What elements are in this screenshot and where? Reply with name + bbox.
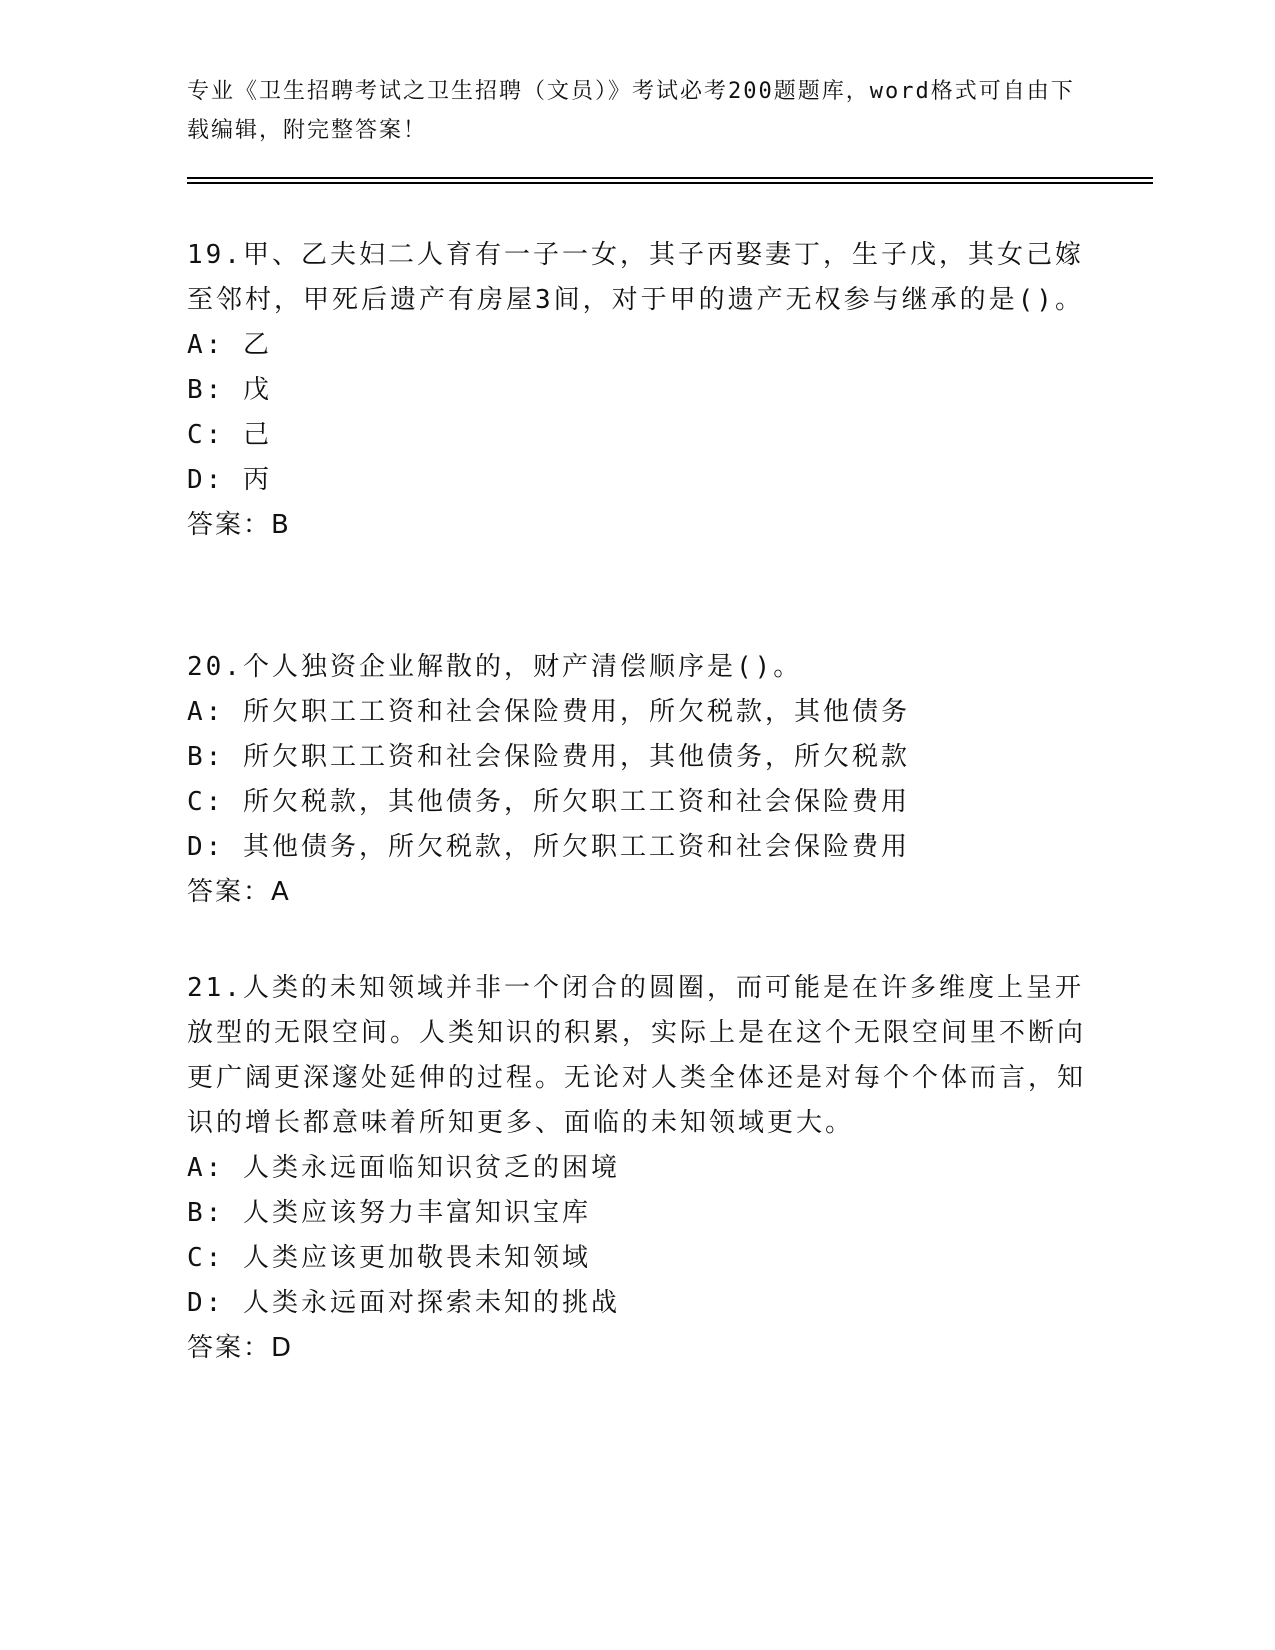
question-stem: 21.人类的未知领域并非一个闭合的圆圈，而可能是在许多维度上呈开放型的无限空间。人类知识的积累，实际上是在这个无限空间里不断向更广阔更深邃处延伸的过程。无论对人类全体还是对每个个体而言，知识的增长都意味着所知更多、面临的未知领域更大。: [187, 973, 1087, 1138]
option-d: D: 人类永远面对探索未知的挑战: [187, 1288, 620, 1318]
option-c: C: 己: [187, 420, 272, 450]
header-rule-top: [187, 177, 1153, 179]
answer-line: 答案：B: [187, 510, 291, 540]
option-a: A: 人类永远面临知识贫乏的困境: [187, 1153, 620, 1183]
question-stem: 20.个人独资企业解散的，财产清偿顺序是()。: [187, 652, 803, 682]
header-rule-bottom: [187, 182, 1153, 184]
answer-line: 答案：A: [187, 877, 291, 907]
option-a: A: 所欠职工工资和社会保险费用，所欠税款，其他债务: [187, 697, 910, 727]
question-stem: 19.甲、乙夫妇二人育有一子一女，其子丙娶妻丁，生子戊，其女己嫁至邻村，甲死后遗产有房屋3间，对于甲的遗产无权参与继承的是()。: [187, 240, 1084, 315]
option-b: B: 人类应该努力丰富知识宝库: [187, 1198, 591, 1228]
option-d: D: 丙: [187, 465, 272, 495]
question-19: [187, 233, 1087, 548]
option-d: D: 其他债务，所欠税款，所欠职工工资和社会保险费用: [187, 832, 910, 862]
option-b: B: 戊: [187, 375, 272, 405]
answer-line: 答案：D: [187, 1333, 294, 1363]
option-c: C: 所欠税款，其他债务，所欠职工工资和社会保险费用: [187, 787, 910, 817]
question-21: [187, 966, 1087, 1371]
option-c: C: 人类应该更加敬畏未知领域: [187, 1243, 591, 1273]
option-a: A: 乙: [187, 330, 272, 360]
option-b: B: 所欠职工工资和社会保险费用，其他债务，所欠税款: [187, 742, 910, 772]
document-header: 专业《卫生招聘考试之卫生招聘（文员）》考试必考200题题库，word格式可自由下载编辑，附完整答案！: [187, 79, 1075, 143]
question-20: [187, 645, 1087, 915]
